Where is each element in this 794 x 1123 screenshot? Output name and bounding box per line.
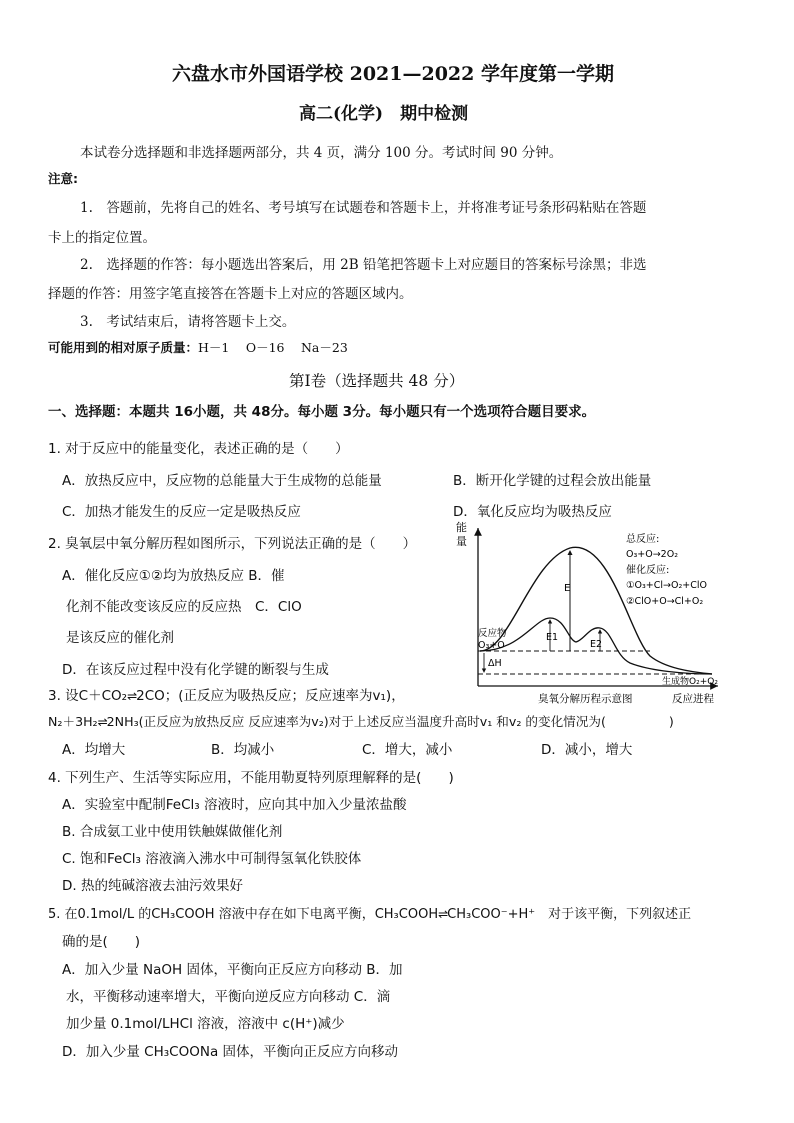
q3-line-2-part-b: 2NH₃(正反应为放热反应 反应速率为v₂)对于上述反应当温度升高时v₁ 和v₂ 的变化情况为( ) [106, 714, 674, 729]
q3-line-2 [48, 711, 674, 730]
q4-option-c: C. 饱和FeCl₃ 溶液滴入沸水中可制得氢氧化铁胶体 [62, 851, 362, 867]
atomic-mass-label: 可能用到的相对原子质量： [48, 340, 199, 355]
q3-option-a: A．均增大 [62, 742, 126, 758]
q5-line-1-part-a: 5. 在0.1mol/L 的CH₃COOH 溶液中存在如下电离平衡，CH₃COOH [48, 907, 439, 922]
energy-diagram [450, 516, 740, 711]
q5-line-1 [48, 903, 691, 922]
y-label-2: 量 [456, 535, 467, 548]
legend-total-eq: O₃+O→2O₂ [626, 549, 679, 560]
q5-line-2: 确的是( ) [62, 934, 141, 950]
notice-item-1-line-2: 卡上的指定位置。 [48, 230, 156, 246]
q3-option-b: B．均减小 [211, 742, 275, 758]
x-label: 反应进程 [672, 693, 714, 705]
q5-line-3: A．加入少量 NaOH 固体，平衡向正反应方向移动 B．加 [62, 962, 403, 978]
reactant-formula: O₃+O [478, 640, 505, 651]
product-label: 生成物O₂+O₂ [662, 677, 718, 687]
q5-line-5: 加少量 0.1mol/LHCl 溶液，溶液中 c(H⁺)减少 [66, 1016, 345, 1032]
equilibrium-arrow-icon: ⇌ [438, 907, 448, 921]
q5-line-4: 水，平衡移动速率增大，平衡向逆反应方向移动 C．滴 [66, 989, 391, 1005]
page-subtitle: 高二(化学) 期中检测 [299, 104, 469, 124]
q3-option-c: C．增大，减小 [362, 742, 453, 758]
atomic-mass-values: H－1 O－16 Na－23 [198, 340, 348, 355]
notice-item-3: 3. 考试结束后，请将答题卡上交。 [80, 314, 296, 330]
q2-option-d: D．在该反应过程中没有化学键的断裂与生成 [62, 662, 329, 678]
q4-option-a: A．实验室中配制FeCl₃ 溶液时，应向其中加入少量浓盐酸 [62, 797, 407, 813]
q1-option-a: A．放热反应中，反应物的总能量大于生成物的总能量 [62, 473, 382, 489]
uncatalyzed-curve [480, 547, 712, 674]
legend-total: 总反应: [626, 534, 660, 545]
page-title: 六盘水市外国语学校 2021—2022 学年度第一学期 [172, 63, 614, 85]
q2-line-3: 是该反应的催化剂 [66, 630, 174, 646]
notice-item-2-line-2: 择题的作答：用签字笔直接答在答题卡上对应的答题区域内。 [48, 286, 413, 302]
q5-line-1-part-b: CH₃COO⁻+H⁺ 对于该平衡，下列叙述正 [447, 907, 692, 922]
q3-line-2-part-a: N₂＋3H₂ [48, 714, 98, 729]
notice-item-1-line-1: 1. 答题前，先将自己的姓名、考号填写在试题卷和答题卡上，并将准考证号条形码粘贴在答题 [80, 200, 647, 216]
q2-stem: 2. 臭氧层中氧分解历程如图所示，下列说法正确的是（ ） [48, 536, 417, 552]
legend-catalytic-2: ②ClO+O→Cl+O₂ [626, 596, 704, 607]
e2-label: E2 [590, 639, 603, 650]
equilibrium-arrow-icon: ⇌ [127, 689, 137, 703]
diagram-caption: 臭氧分解历程示意图 [538, 693, 633, 705]
section-1-instruction: 一、选择题：本题共 16小题，共 48分。每小题 3分。每小题只有一个选项符合题目要求。 [48, 404, 596, 420]
intro-text: 本试卷分选择题和非选择题两部分，共 4 页，满分 100 分。考试时间 90 分钟。 [80, 145, 563, 161]
equilibrium-arrow-icon: ⇌ [97, 715, 107, 729]
q3-line-1-part-b: 2CO；(正反应为吸热反应；反应速率为v₁)， [136, 688, 405, 704]
e-label: E [564, 583, 571, 594]
notice-label: 注意: [48, 171, 78, 186]
legend-catalytic-1: ①O₃+Cl→O₂+ClO [626, 580, 707, 591]
q5-line-6: D．加入少量 CH₃COONa 固体，平衡向正反应方向移动 [62, 1044, 399, 1060]
q4-option-d: D. 热的纯碱溶液去油污效果好 [62, 878, 243, 894]
reactant-label: 反应物 [478, 628, 507, 639]
q3-line-1-part-a: 3. 设C＋CO₂ [48, 688, 128, 704]
q2-line-1: A．催化反应①②均为放热反应 B．催 [62, 568, 285, 584]
legend-catalytic: 催化反应: [626, 565, 670, 576]
q2-line-2: 化剂不能改变该反应的反应热 C．ClO [66, 599, 302, 615]
q4-stem: 4. 下列生产、生活等实际应用，不能用勒夏特列原理解释的是( ) [48, 770, 454, 786]
section-1-title: 第Ⅰ卷（选择题共 48 分） [289, 372, 465, 390]
e1-label: E1 [546, 632, 559, 643]
atomic-mass-line [48, 338, 348, 356]
delta-h-label: ΔH [488, 658, 502, 669]
q1-option-b: B．断开化学键的过程会放出能量 [453, 473, 652, 489]
q1-option-d: D．氧化反应均为吸热反应 [453, 504, 612, 520]
q1-stem: 1. 对于反应中的能量变化，表述正确的是（ ） [48, 441, 349, 457]
q4-option-b: B. 合成氨工业中使用铁触媒做催化剂 [62, 824, 283, 840]
q3-line-1 [48, 684, 405, 704]
q3-option-d: D．减小，增大 [541, 742, 633, 758]
q1-option-c: C．加热才能发生的反应一定是吸热反应 [62, 504, 301, 520]
y-label-1: 能 [456, 521, 467, 534]
notice-item-2-line-1: 2. 选择题的作答：每小题选出答案后，用 2B 铅笔把答题卡上对应题目的答案标号涂黑；非选 [80, 257, 647, 273]
